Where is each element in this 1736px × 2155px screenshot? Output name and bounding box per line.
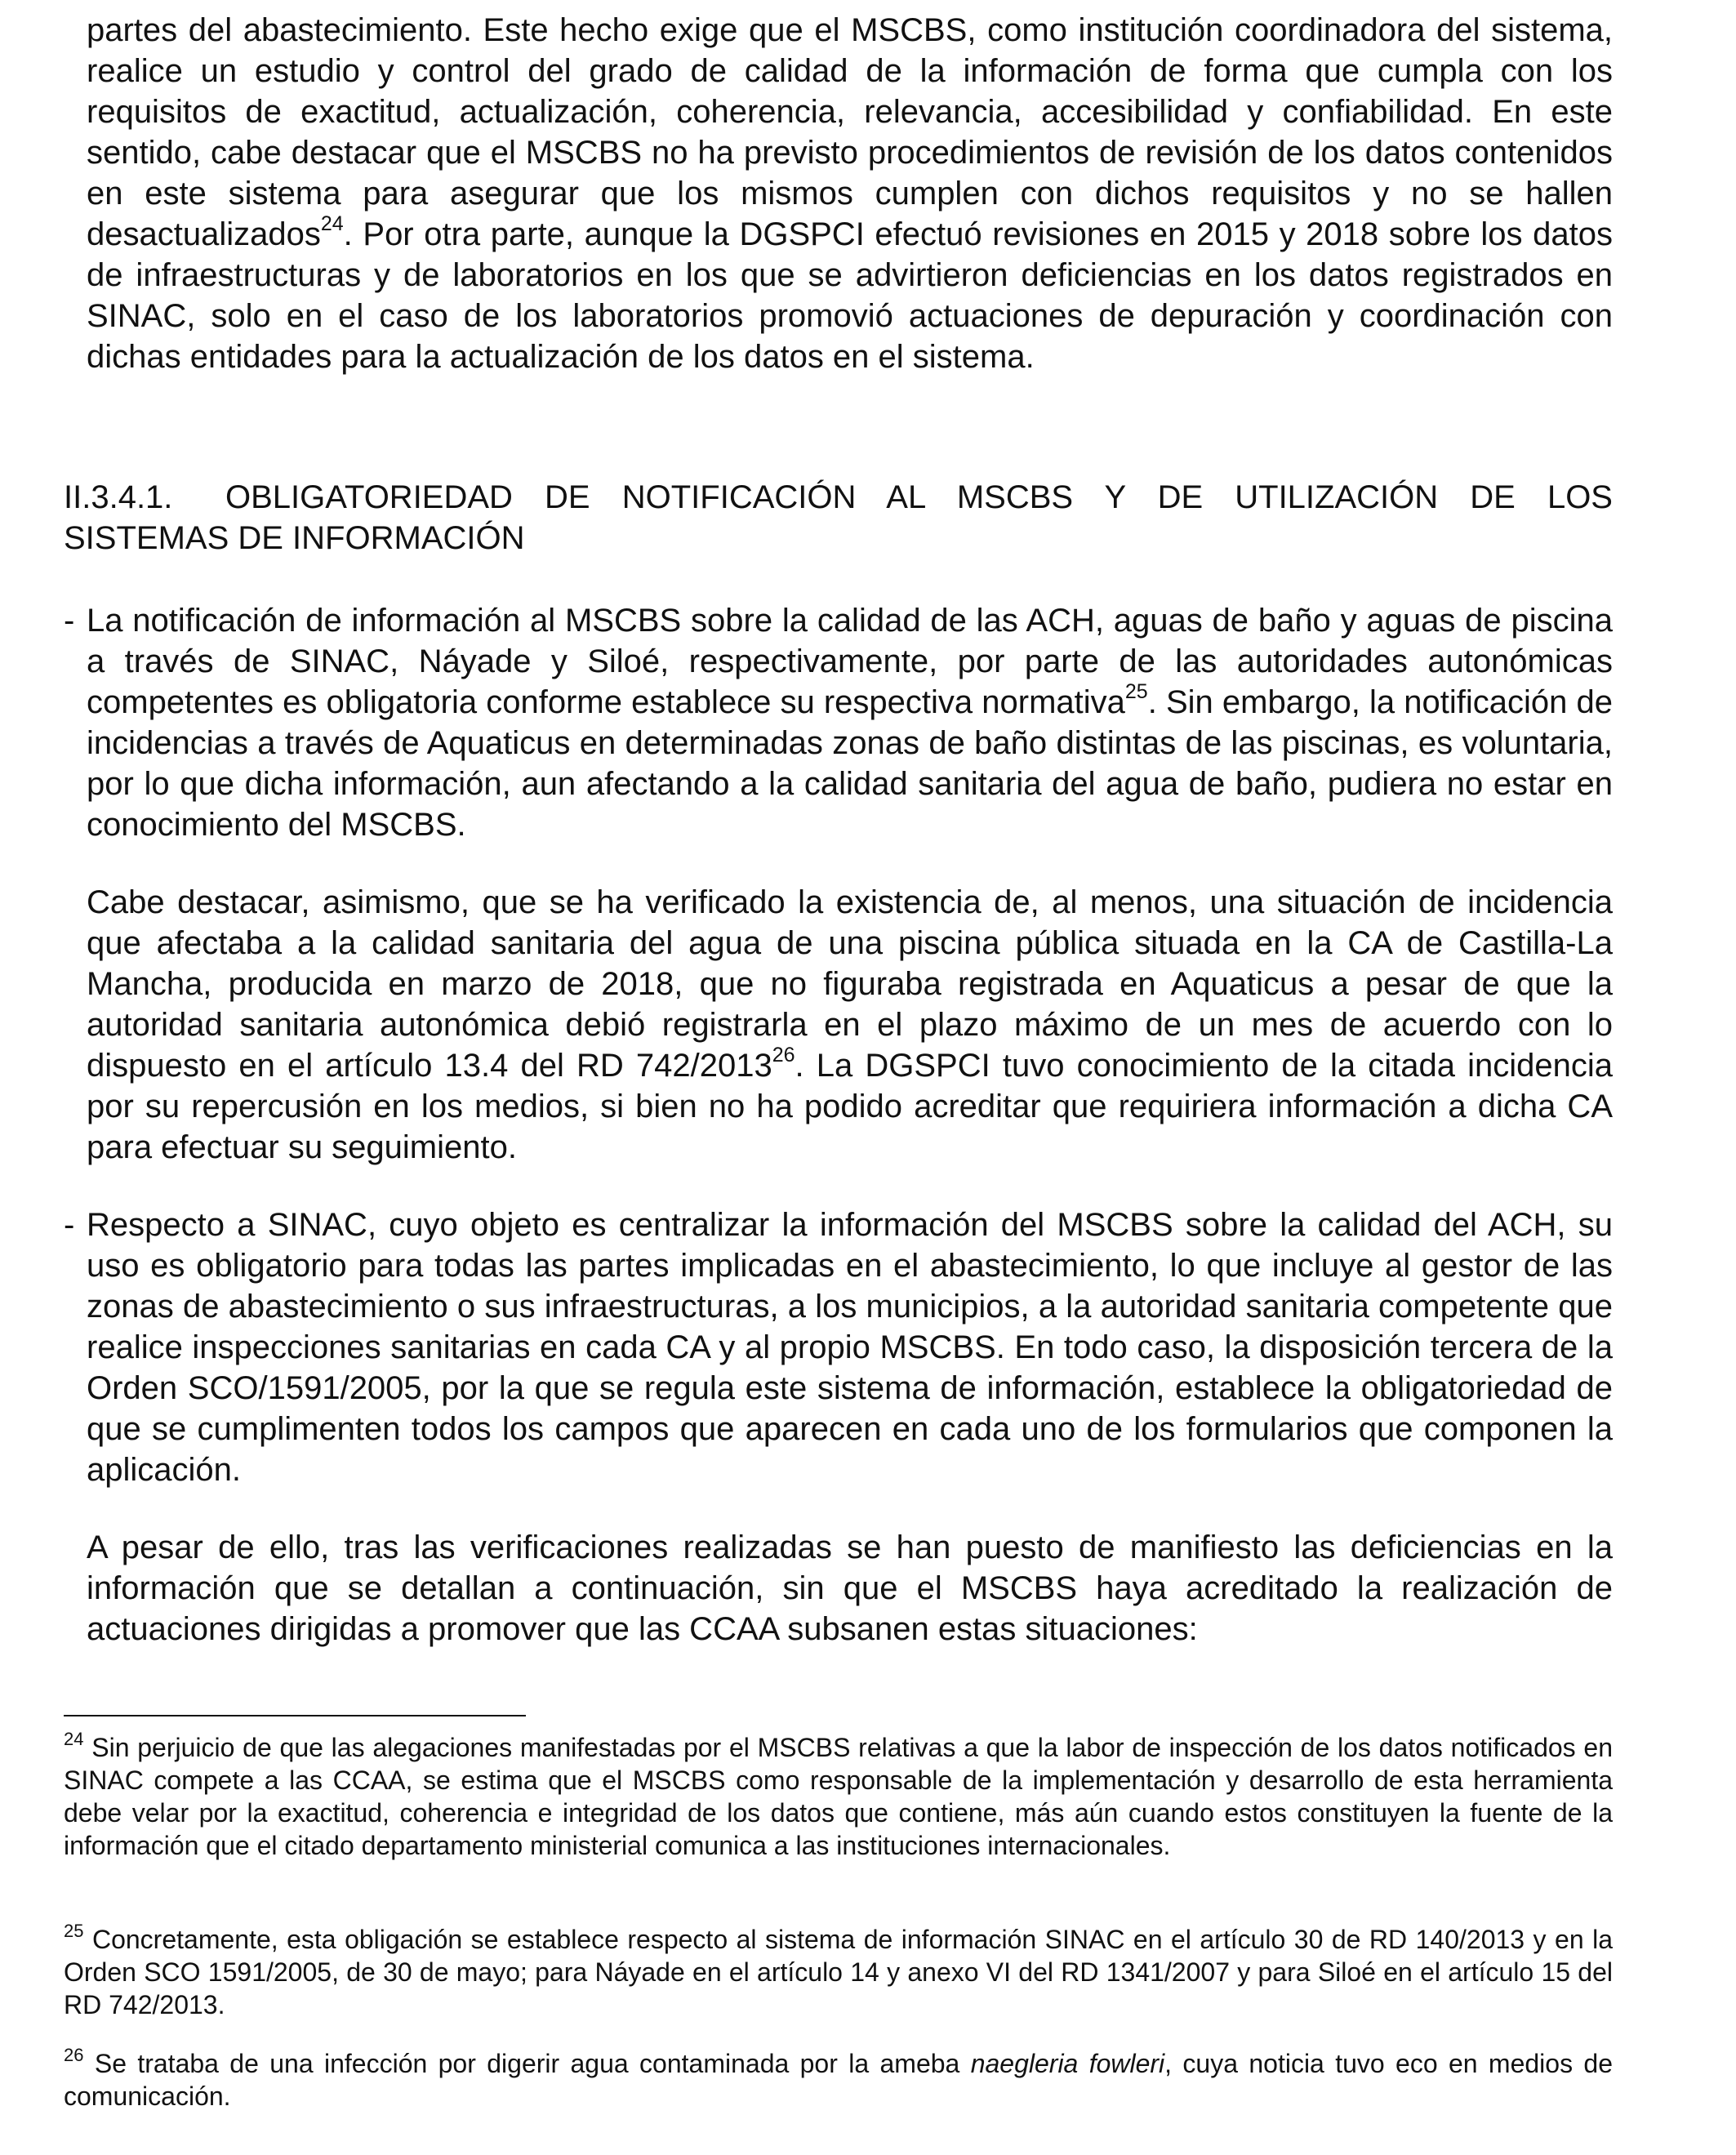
footnote-text: , cuya noticia tuvo eco en medios de comunicación. [64,2049,1614,2111]
footnote-26 [64,2047,1613,2113]
heading-number: II.3.4.1. [64,479,173,515]
footnote-text: Sin perjuicio de que las alegaciones manifestadas por el MSCBS relativas a que la labor de inspección de los datos notificados en SINAC compete a las CCAA, se estima que el MSCBS como responsable de la implementación y desarrollo de esta herramienta debe velar por la exactitud, coherencia e integridad de los datos que contiene, más aún cuando estos constituyen la fuente de la información que el citado departamento ministerial comunica a las instituciones internacionales. [64,1733,1614,1860]
bullet-paragraph-1-continued [87,882,1613,1168]
paragraph-text: . Por otra parte, aunque la DGSPCI efectuó revisiones en 2015 y 2018 sobre los datos de infraestructuras y de laboratorios en los que se advirtieron deficiencias en los datos registrados en SINAC, solo en el caso de los laboratorios promovió actuaciones de depuración y coordinación con dichas entidades para la actualización de los datos en el sistema. [87,216,1613,375]
footnote-separator [64,1715,526,1716]
bullet-marker: - [64,603,75,639]
bullet-paragraph-1 [87,600,1613,845]
paragraph-text: . La DGSPCI tuvo conocimiento de la citada incidencia por su repercusión en los medios, si bien no ha podido acreditar que requiriera información a dicha CA para efectuar su seguimiento. [87,1048,1613,1165]
paragraph-text: . Sin embargo, la notificación de incidencias a través de Aquaticus en determinadas zonas de baño distintas de las piscinas, es voluntaria, por lo que dicha información, aun afectando a la calidad sanitaria del agua de baño, pudiera no estar en conocimiento del MSCBS. [87,684,1613,843]
heading-title-part-1: OBLIGATORIEDAD DE NOTIFICACIÓN AL MSCBS Y DE UTILIZACIÓN DE LOS [225,479,1613,515]
heading-line-1 [64,477,1613,518]
footnote-ref-26[interactable]: 26 [772,1043,795,1066]
bullet-paragraph-2-continued: A pesar de ello, tras las verificaciones realizadas se han puesto de manifiesto las deficiencias en la información que se detallan a continuación, sin que el MSCBS haya acreditado la realización de actuaciones dirigidas a promover que las CCAA subsanen estas situaciones: [87,1529,1613,1647]
bullet-paragraph-2: Respecto a SINAC, cuyo objeto es centralizar la información del MSCBS sobre la calidad del ACH, su uso es obligatorio para todas las partes implicadas en el abastecimiento, lo que incluye al gestor de las zonas de abastecimiento o sus infraestructuras, a los municipios, a la autoridad sanitaria competente que realice inspecciones sanitarias en cada CA y al propio MSCBS. En todo caso, la disposición tercera de la Orden SCO/1591/2005, por la que se regula este sistema de información, establece la obligatoriedad de que se cumplimenten todos los campos que aparecen en cada uno de los formularios que componen la aplicación. [87,1207,1613,1488]
section-heading [64,477,1613,559]
footnote-number: 26 [64,2045,84,2066]
footnote-number: 25 [64,1921,84,1942]
paragraph-text: partes del abastecimiento. Este hecho exige que el MSCBS, como institución coordinadora del sistema, realice un estudio y control del grado de calidad de la información de forma que cumpla con los requisitos de exactitud, actualización, coherencia, relevancia, accesibilidad y confiabilidad. En este sentido, cabe destacar que el MSCBS no ha previsto procedimientos de revisión de los datos contenidos en este sistema para asegurar que los mismos cumplen con dichos requisitos y no se hallen desactualizados [87,12,1613,252]
footnote-italic-term: naegleria fowleri [970,2049,1165,2078]
heading-title-part-2: SISTEMAS DE INFORMACIÓN [64,520,525,556]
paragraph-text: Cabe destacar, asimismo, que se ha verificado la existencia de, al menos, una situación de incidencia que afectaba a la calidad sanitaria del agua de una piscina pública situada en la CA de Castilla-La Mancha, producida en marzo de 2018, que no figuraba registrada en Aquaticus a pesar de que la autoridad sanitaria autonómica debió registrarla en el plazo máximo de un mes de acuerdo con lo dispuesto en el artículo 13.4 del RD 742/2013 [87,884,1613,1084]
bullet-marker: - [64,1207,75,1243]
footnote-text: Se trataba de una infección por digerir agua contaminada por la ameba [94,2049,971,2078]
footnote-number: 24 [64,1729,84,1750]
footnote-ref-25[interactable]: 25 [1124,679,1148,703]
body-paragraph-top [87,10,1613,377]
footnote-25 [64,1923,1613,2021]
paragraph-text: La notificación de información al MSCBS sobre la calidad de las ACH, aguas de baño y aguas de piscina a través de SINAC, Náyade y Siloé, respectivamente, por parte de las autoridades autonómicas competentes es obligatoria conforme establece su respectiva normativa [87,603,1613,720]
footnote-ref-24[interactable]: 24 [320,211,344,235]
footnote-text: Concretamente, esta obligación se establece respecto al sistema de información SINAC en el artículo 30 de RD 140/2013 y en la Orden SCO 1591/2005, de 30 de mayo; para Náyade en el artículo 14 y anexo VI del RD 1341/2007 y para Siloé en el artículo 15 del RD 742/2013. [64,1925,1614,2019]
footnote-24 [64,1731,1613,1862]
